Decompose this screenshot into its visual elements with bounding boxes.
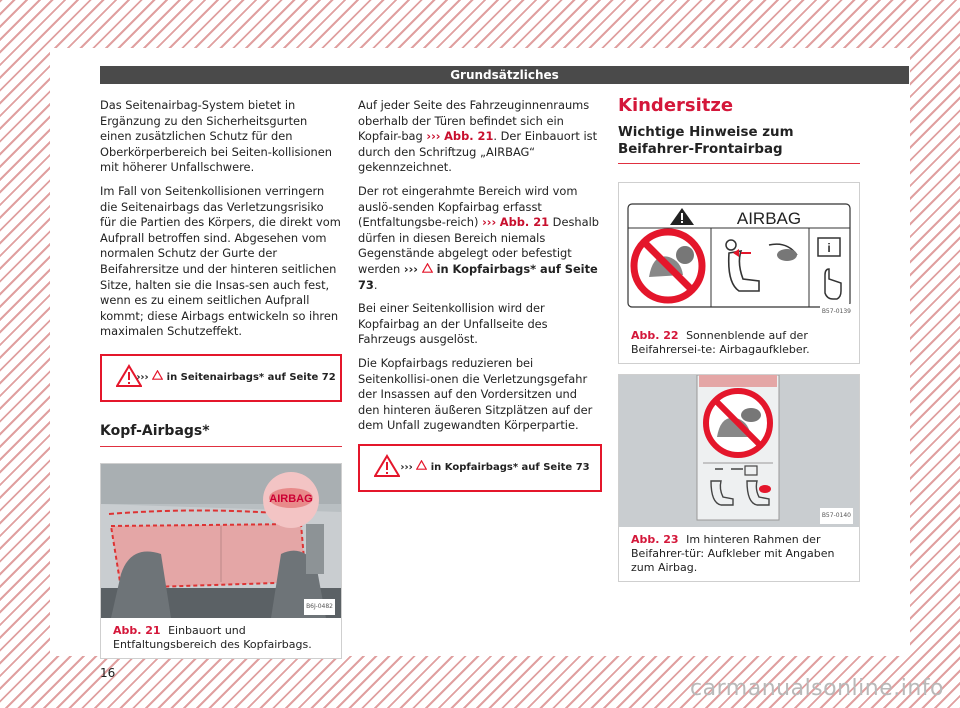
- warning-link[interactable]: in Seitenairbags* auf Seite 72: [166, 372, 336, 384]
- paragraph: [358, 98, 602, 176]
- figure-image: [619, 183, 859, 323]
- figure-number: Abb. 22: [631, 328, 679, 342]
- figure-number: Abb. 23: [631, 532, 679, 546]
- warning-box[interactable]: [100, 354, 342, 402]
- watermark: carmanualsonline.info: [690, 676, 944, 701]
- paragraph: Die Kopfairbags reduzieren bei Seitenkollisi-onen die Verletzungsgefahr der Insassen auf den Vordersitzen und den hinteren äußeren Sitzplätzen auf der dem Unfall zugewandten Körperpartie.: [358, 355, 593, 433]
- text: Der rot eingerahmte Bereich wird vom auslö-senden Kopfairbag erfasst (Entfaltungsbe-reich): [358, 183, 578, 230]
- warning-link[interactable]: in Kopfairbags* auf Seite 73: [430, 462, 590, 474]
- section-title: Kopf-Airbags*: [100, 424, 342, 447]
- caption-text: Im hinteren Rahmen der Beifahrer-tür: Aufkleber mit Angaben zum Airbag.: [631, 532, 835, 574]
- warning-triangle-icon: [116, 364, 142, 388]
- figure-code: B6J-0482: [304, 599, 335, 615]
- paragraph: Im Fall von Seitenkollisionen verringern die Seitenairbags das Verletzungsrisiko für die Partien des Körpers, die direkt vom Aufprall betroffen sind. Abgesehen vom normalen Schutz der Gurte der Beifahrersitze und der hinteren seitlichen Sitze, halten sie die Insas-sen auch fest, wenn es zu einem seitlichen Aufprall kommt; diese Airbags entwickeln so ihren maximalen Schutzeffekt.: [100, 183, 341, 339]
- column-2: [358, 98, 602, 492]
- figure-caption: [101, 618, 341, 658]
- warning-link[interactable]: in Kopfairbags* auf Seite 73: [358, 261, 598, 292]
- warning-text: [136, 370, 335, 386]
- sticker-airbag-label: AIRBAG: [736, 208, 802, 228]
- header-title: Grundsätzliches: [450, 68, 559, 82]
- arrows: ›››: [426, 129, 441, 144]
- figure-caption: [619, 527, 859, 581]
- caption-text: Sonnenblende auf der Beifahrersei-te: Airbagaufkleber.: [631, 328, 810, 356]
- figure-link[interactable]: Abb. 21: [499, 215, 550, 230]
- text: Deshalb dürfen in diesen Bereich niemals Gegenstände abgelegt oder befestigt werden: [358, 215, 599, 276]
- figure-22: [618, 182, 860, 364]
- arrows: ›››: [403, 261, 418, 276]
- page-header: [100, 66, 909, 84]
- caption-text: Einbauort und Entfaltungsbereich des Kopfairbags.: [113, 623, 312, 651]
- paragraph: [358, 184, 602, 293]
- column-3: [618, 95, 860, 582]
- warning-box[interactable]: [358, 444, 602, 492]
- figure-code: B57-0140: [820, 508, 853, 524]
- text: .: [373, 277, 378, 292]
- figure-code: B57-0139: [820, 304, 853, 320]
- svg-text:i: i: [827, 240, 831, 255]
- door-frame-sticker-illustration: [619, 375, 859, 527]
- text: . Der Einbauort ist durch den Schriftzug „AIRBAG“ gekennzeichnet.: [358, 129, 598, 175]
- section-title: Wichtige Hinweise zum Beifahrer-Frontairbag: [618, 124, 860, 164]
- arrows: ›››: [136, 372, 149, 384]
- page: [50, 48, 910, 680]
- text: Auf jeder Seite des Fahrzeuginnenraums oberhalb der Türen befindet sich ein Kopfair-bag: [358, 98, 590, 144]
- figure-image: [619, 375, 859, 527]
- figure-23: [618, 374, 860, 582]
- airbag-sticker-illustration: [619, 183, 859, 323]
- page-number: 16: [100, 666, 116, 680]
- paragraph: Das Seitenairbag-System bietet in Ergänzung zu den Sicherheitsgurten einen zusätzlichen Schutz für den Oberkörperbereich bei Seiten-kollisionen mit höherer Unfallschwere.: [100, 98, 332, 175]
- chapter-title: Kindersitze: [618, 95, 734, 116]
- small-warning-icon: [422, 263, 433, 273]
- figure-image: [101, 464, 341, 618]
- figure-21: [100, 463, 342, 659]
- small-warning-icon: [152, 370, 163, 380]
- figure-caption: [619, 323, 859, 363]
- figure-number: Abb. 21: [113, 623, 161, 637]
- car-interior-illustration: [101, 464, 341, 618]
- arrows: ›››: [400, 462, 413, 474]
- warning-text: [400, 460, 589, 476]
- paragraph: Bei einer Seitenkollision wird der Kopfairbag an der Unfallseite des Fahrzeugs ausgelöst.: [358, 301, 548, 347]
- figure-link[interactable]: Abb. 21: [444, 129, 494, 144]
- arrows: ›››: [482, 215, 497, 230]
- airbag-label: AIRBAG: [269, 492, 313, 505]
- small-warning-icon: [416, 460, 427, 470]
- warning-triangle-icon: [374, 454, 400, 478]
- column-1: [100, 98, 342, 659]
